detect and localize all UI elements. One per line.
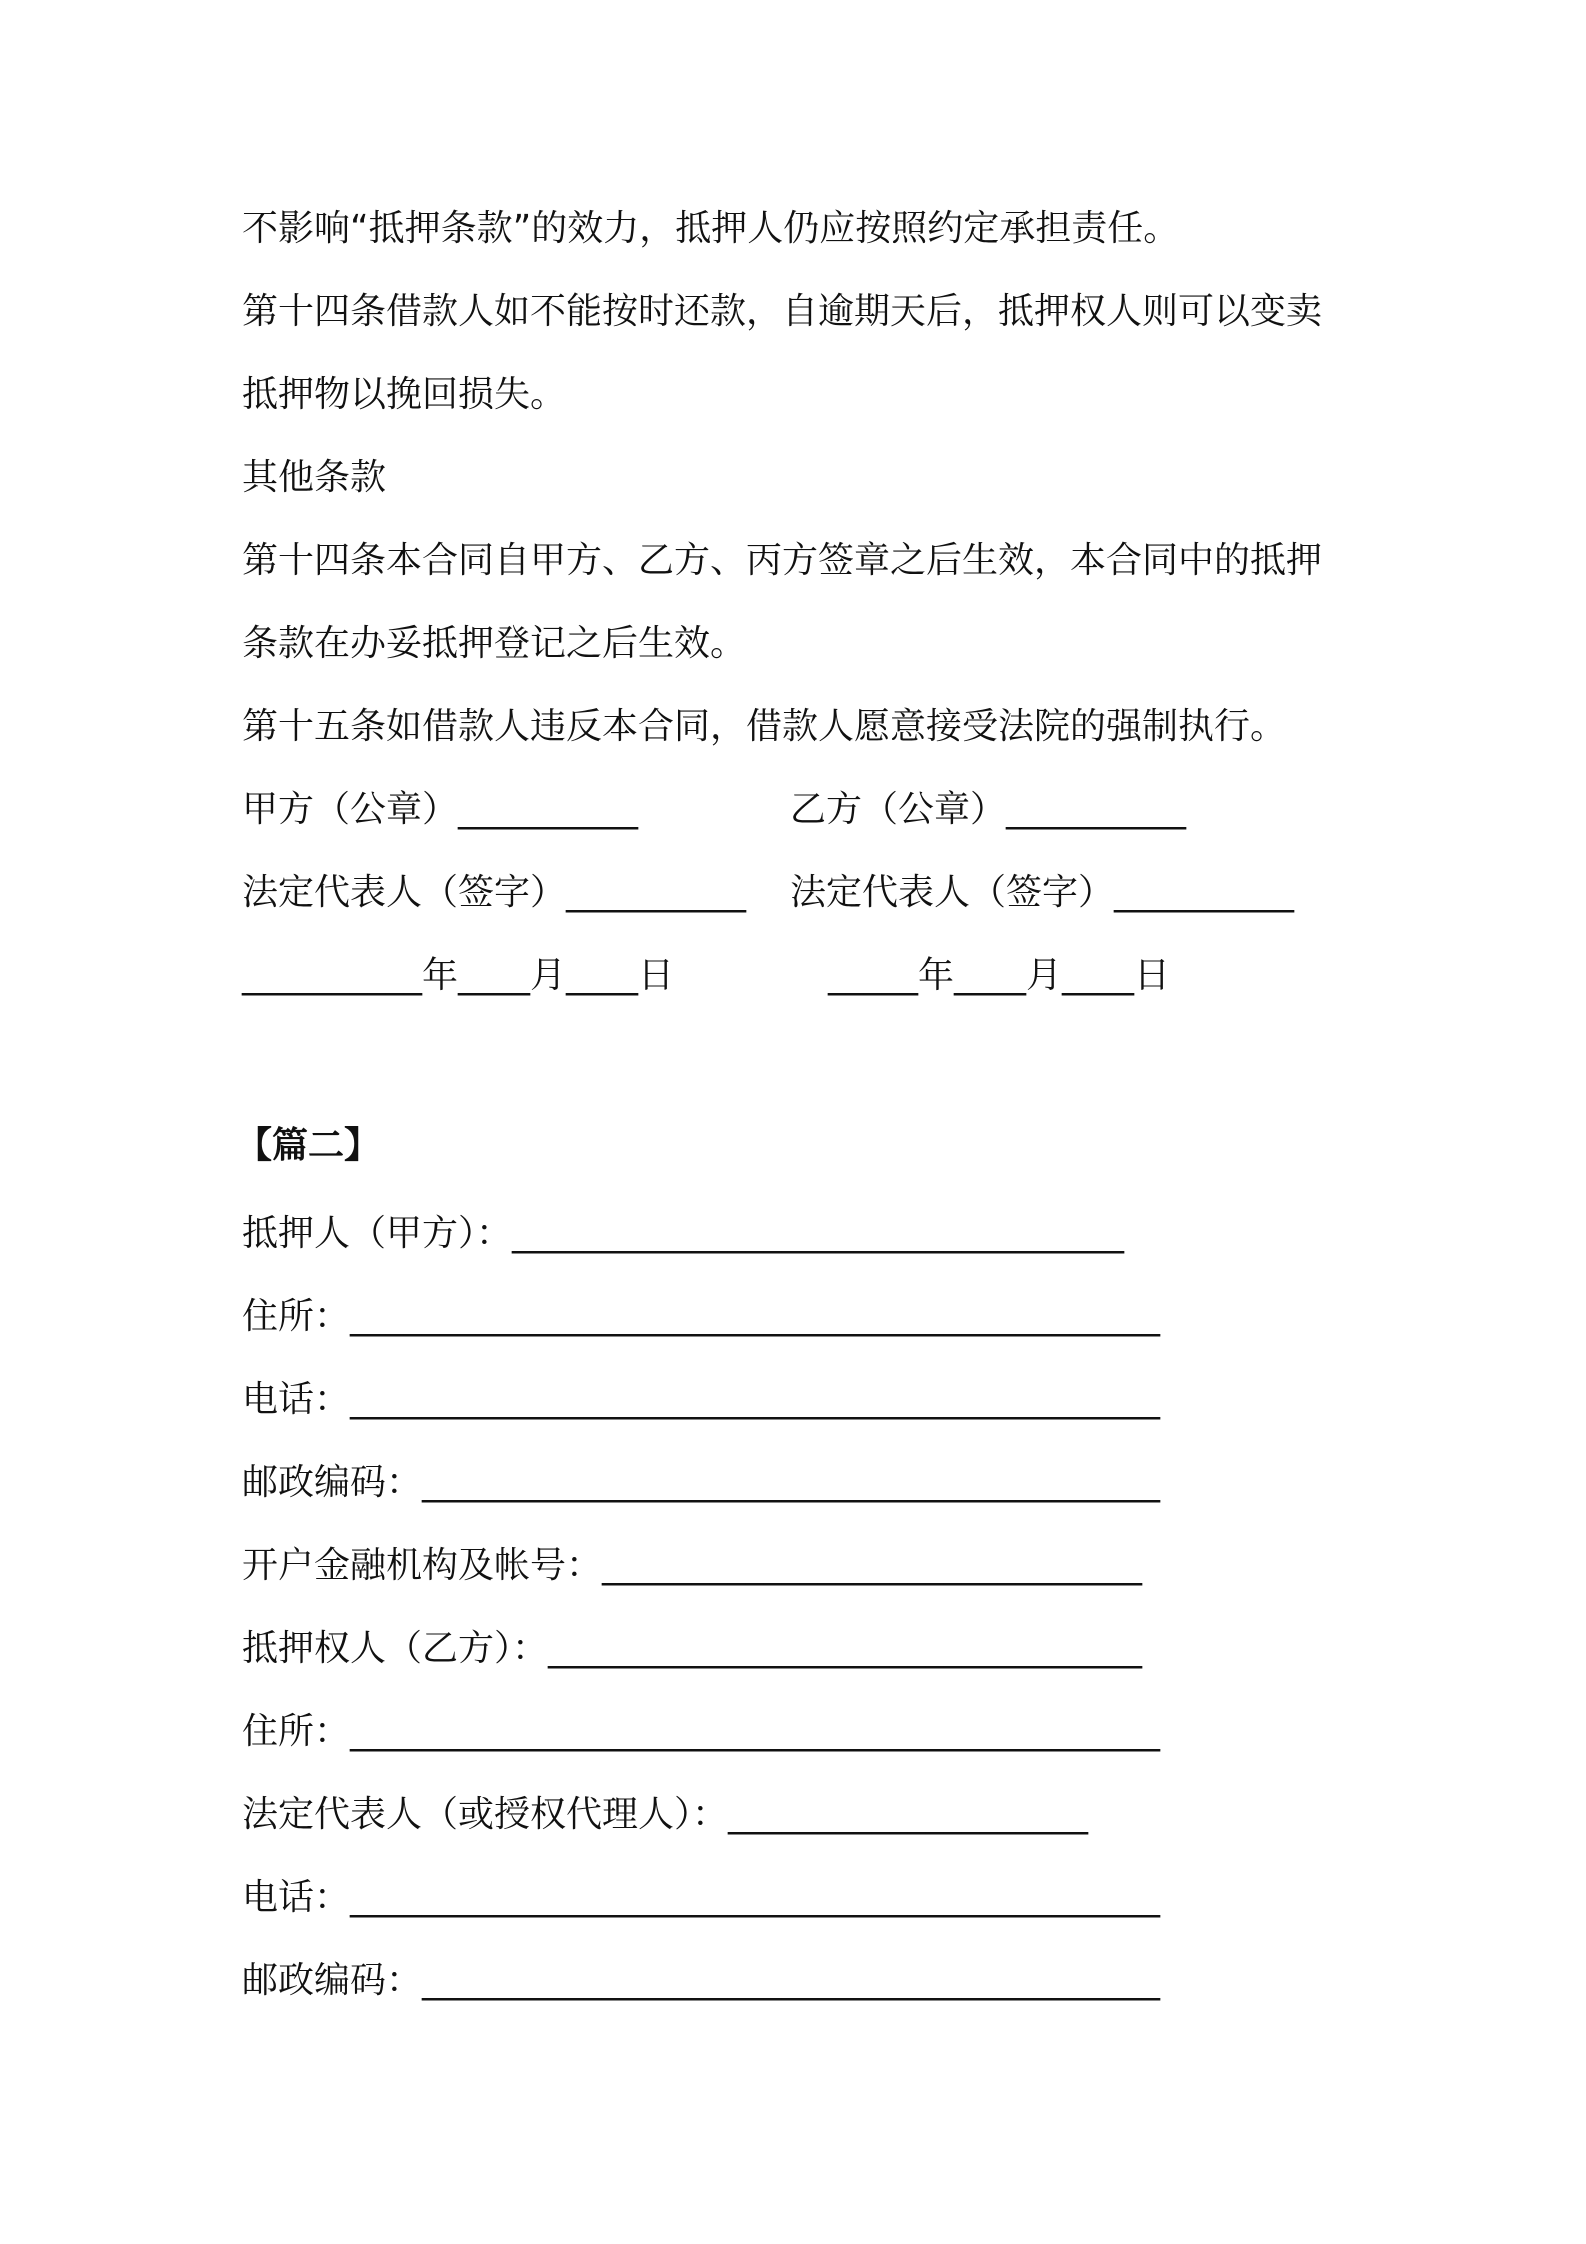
- form-field-line: 邮政编码：_________________________________________: [242, 1462, 1161, 1503]
- paragraph-line: 抵押物以挽回损失。: [242, 374, 567, 415]
- party-a-seal: 甲方（公章）__________: [242, 789, 639, 830]
- party-b-date: _____年____月____日: [828, 955, 1170, 996]
- paragraph-line: 第十五条如借款人违反本合同，借款人愿意接受法院的强制执行。: [242, 706, 1287, 747]
- form-field-line: 住所：_____________________________________________: [242, 1296, 1161, 1337]
- form-field-line: 电话：_____________________________________________: [242, 1877, 1161, 1918]
- form-field-line: 开户金融机构及帐号：______________________________: [242, 1545, 1143, 1586]
- section-subtitle: 其他条款: [242, 457, 387, 498]
- paragraph-line: 条款在办妥抵押登记之后生效。: [242, 623, 747, 664]
- party-a-date: __________年____月____日: [242, 955, 674, 996]
- party-b-seal: 乙方（公章）__________: [790, 789, 1187, 830]
- party-a-rep: 法定代表人（签字）__________: [242, 872, 747, 913]
- form-field-line: 住所：_____________________________________________: [242, 1711, 1161, 1752]
- paragraph-line: 不影响“抵押条款”的效力，抵押人仍应按照约定承担责任。: [242, 208, 1180, 249]
- form-field-line: 抵押权人（乙方）：_________________________________: [242, 1628, 1143, 1669]
- form-field-line: 抵押人（甲方）：__________________________________: [242, 1213, 1125, 1254]
- paragraph-line: 第十四条本合同自甲方、乙方、丙方签章之后生效，本合同中的抵押: [242, 540, 1323, 581]
- section-heading: 【篇二】: [236, 1125, 381, 1166]
- form-field-line: 邮政编码：_________________________________________: [242, 1960, 1161, 2001]
- party-b-rep: 法定代表人（签字）__________: [790, 872, 1295, 913]
- form-field-line: 电话：_____________________________________________: [242, 1379, 1161, 1420]
- paragraph-line: 第十四条借款人如不能按时还款，自逾期天后，抵押权人则可以变卖: [242, 291, 1323, 332]
- form-field-line: 法定代表人（或授权代理人）：____________________: [242, 1794, 1089, 1835]
